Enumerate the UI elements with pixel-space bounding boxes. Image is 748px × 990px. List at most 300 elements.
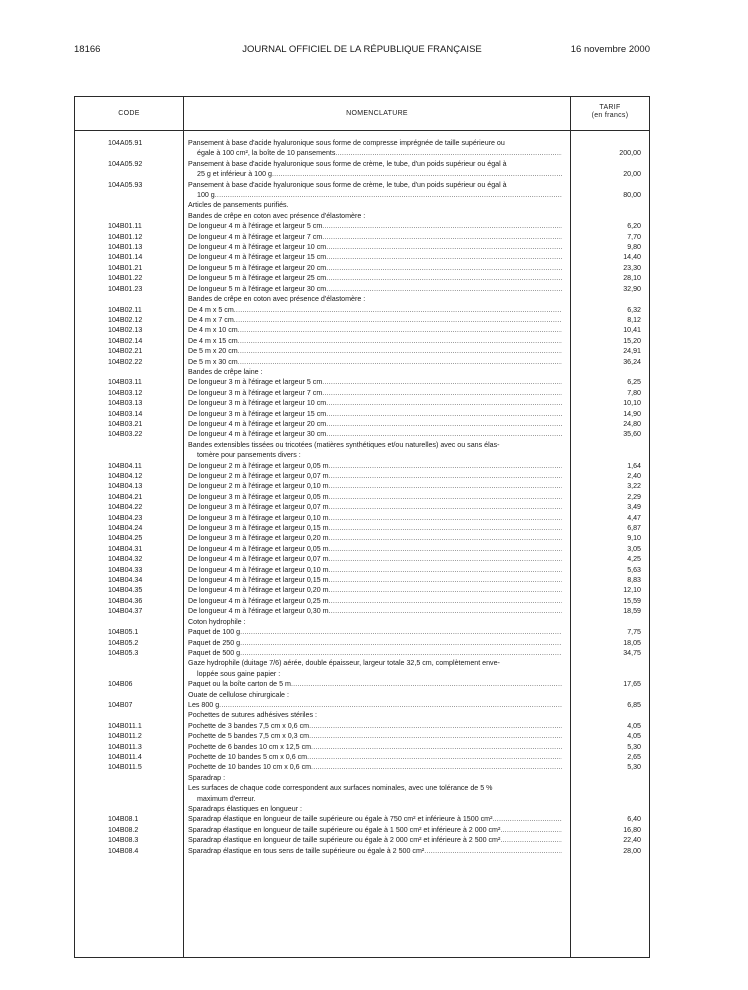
row-description-line: De longueur 4 m à l'étirage et largeur 0,05 m	[188, 544, 329, 553]
row-description	[188, 284, 562, 294]
row-code: 104B01.22	[108, 274, 143, 283]
leader-dots	[329, 606, 562, 616]
row-code: 104B04.37	[108, 607, 143, 616]
row-description-line: De longueur 4 m à l'étirage et largeur 0,07 m	[188, 555, 329, 564]
leader-dots	[238, 346, 562, 356]
row-description	[188, 377, 562, 387]
row-code: 104B011.5	[108, 763, 142, 772]
row-price: 10,10	[623, 399, 641, 408]
leader-dots	[329, 585, 562, 595]
page-header	[74, 44, 650, 58]
leader-dots	[272, 169, 562, 179]
table-row	[75, 606, 649, 616]
row-description	[188, 533, 562, 543]
leader-dots	[238, 357, 562, 367]
row-price: 23,30	[623, 263, 641, 272]
row-description	[188, 502, 562, 512]
leader-dots	[311, 742, 562, 752]
row-description-line: De longueur 4 m à l'étirage et largeur 7 cm	[188, 232, 323, 241]
row-price: 14,90	[623, 409, 641, 418]
table-row	[75, 513, 649, 523]
table-row	[75, 648, 649, 658]
row-description-line: Pochette de 3 bandes 7,5 cm x 0,6 cm	[188, 721, 310, 730]
row-description-line: De longueur 2 m à l'étirage et largeur 0,10 m	[188, 482, 329, 491]
leader-dots	[322, 221, 562, 231]
table-row	[75, 357, 649, 367]
row-description	[188, 825, 562, 835]
row-price: 7,80	[627, 388, 641, 397]
table-row	[75, 658, 649, 679]
row-description	[188, 211, 562, 221]
row-description	[188, 273, 562, 283]
row-description	[188, 835, 562, 845]
leader-dots	[329, 554, 562, 564]
column-header-code: CODE	[118, 110, 140, 117]
row-description	[188, 263, 562, 273]
row-code: 104B03.13	[108, 399, 143, 408]
row-description	[188, 325, 562, 335]
row-description-line: Pochette de 5 bandes 7,5 cm x 0,3 cm	[188, 732, 310, 741]
table-row	[75, 596, 649, 606]
row-description-line: Pansement à base d'acide hyaluronique sous forme de compresse imprégnée de taille supérieure ou	[188, 139, 505, 147]
leader-dots	[291, 679, 562, 689]
leader-dots	[234, 305, 562, 315]
table-row	[75, 679, 649, 689]
row-code: 104B01.21	[108, 263, 143, 272]
row-code: 104B02.21	[108, 347, 143, 356]
row-description	[188, 440, 562, 461]
row-description	[188, 461, 562, 471]
row-description	[188, 232, 562, 242]
row-price: 2,65	[627, 752, 641, 761]
row-code: 104B02.12	[108, 315, 143, 324]
row-code: 104A05.92	[108, 159, 143, 168]
row-description-line: De longueur 4 m à l'étirage et largeur 0,15 m	[188, 576, 329, 585]
row-price: 7,75	[627, 628, 641, 637]
table-row	[75, 533, 649, 543]
row-price: 5,30	[627, 742, 641, 751]
leader-dots	[492, 814, 562, 824]
publication-date: 16 novembre 2000	[570, 44, 650, 55]
row-code: 104B03.11	[108, 378, 142, 387]
row-code: 104B011.3	[108, 742, 142, 751]
row-code: 104B05.1	[108, 628, 139, 637]
row-description-line: Pochettes de sutures adhésives stériles :	[188, 711, 317, 720]
row-description	[188, 627, 562, 637]
row-description	[188, 242, 562, 252]
leader-dots	[322, 388, 562, 398]
row-description-line: Paquet de 250 g	[188, 638, 241, 647]
row-price: 9,10	[627, 534, 641, 543]
row-description-line: loppée sous gaine papier :	[197, 669, 281, 678]
row-code: 104B07	[108, 700, 133, 709]
row-description-line: Sparadrap élastique en longueur de taille supérieure ou égale à 1 500 cm² et inférieure à 2 000 cm²	[188, 825, 501, 834]
leader-dots	[309, 731, 562, 741]
row-code: 104B03.12	[108, 388, 143, 397]
row-description-line: Sparadrap élastique en longueur de taille supérieure ou égale à 750 cm² et inférieure à 1500 cm²	[188, 815, 493, 824]
row-description	[188, 481, 562, 491]
row-description-line: Sparadraps élastiques en longueur :	[188, 805, 302, 813]
row-description-line: Sparadrap :	[188, 773, 226, 782]
row-description	[188, 305, 562, 315]
row-code: 104B06	[108, 680, 133, 689]
row-description-line: De longueur 5 m à l'étirage et largeur 25 cm	[188, 274, 327, 283]
row-code: 104B04.12	[108, 472, 143, 480]
row-price: 22,40	[623, 836, 641, 845]
row-code: 104B04.34	[108, 576, 143, 585]
row-price: 34,75	[623, 648, 641, 657]
row-description	[188, 596, 562, 606]
row-description	[188, 690, 562, 700]
table-row	[75, 211, 649, 221]
leader-dots	[500, 825, 562, 835]
table-row	[75, 284, 649, 294]
leader-dots	[329, 565, 562, 575]
table-row	[75, 200, 649, 210]
table-row	[75, 325, 649, 335]
table-row	[75, 835, 649, 845]
row-price: 4,47	[627, 513, 641, 522]
table-row	[75, 814, 649, 824]
row-description-line: De longueur 4 m à l'étirage et largeur 0,25 m	[188, 596, 329, 605]
row-description-line: De 4 m x 10 cm	[188, 326, 238, 335]
row-code: 104B01.13	[108, 243, 143, 252]
row-price: 15,20	[623, 336, 641, 345]
table-row	[75, 481, 649, 491]
leader-dots	[240, 648, 562, 658]
row-description-line: Les 800 g	[188, 700, 220, 709]
row-price: 18,59	[623, 607, 641, 616]
row-description-line: 100 g	[197, 191, 215, 200]
table-row	[75, 710, 649, 720]
row-description-line: Paquet ou la boîte carton de 5 m	[188, 680, 291, 689]
row-code: 104B03.22	[108, 430, 143, 439]
row-price: 1,64	[627, 461, 641, 470]
row-code: 104B08.4	[108, 846, 139, 855]
table-row	[75, 585, 649, 595]
table-row	[75, 221, 649, 231]
table-row	[75, 471, 649, 481]
row-code: 104B04.23	[108, 513, 143, 522]
row-description-line: De longueur 4 m à l'étirage et largeur 5 cm	[188, 222, 323, 231]
leader-dots	[329, 513, 562, 523]
table-row	[75, 700, 649, 710]
row-price: 6,85	[627, 700, 641, 709]
leader-dots	[326, 284, 562, 294]
row-description-line: Pansement à base d'acide hyaluronique sous forme de crème, le tube, d'un poids supérieur ou égal à	[188, 159, 507, 168]
row-description	[188, 638, 562, 648]
table-row	[75, 752, 649, 762]
row-price: 3,05	[627, 544, 641, 553]
leader-dots	[238, 336, 562, 346]
row-description-line: Bandes extensibles tissées ou tricotées (matières synthétiques et/ou naturelles) avec ou sans élas-	[188, 440, 500, 449]
leader-dots	[329, 575, 562, 585]
table-row	[75, 773, 649, 783]
leader-dots	[215, 190, 562, 200]
row-description	[188, 429, 562, 439]
row-price: 28,10	[623, 274, 641, 283]
table-row	[75, 627, 649, 637]
row-code: 104B08.1	[108, 815, 139, 824]
row-description-line: Gaze hydrophile (duitage 7/6) aérée, double épaisseur, largeur totale 32,5 cm, complètement enve-	[188, 659, 500, 668]
table-row	[75, 638, 649, 648]
row-code: 104A05.93	[108, 180, 143, 189]
leader-dots	[329, 533, 562, 543]
row-price: 18,05	[623, 638, 641, 647]
row-description-line: Pochette de 6 bandes 10 cm x 12,5 cm	[188, 742, 312, 751]
row-code: 104B03.21	[108, 419, 143, 428]
table-row	[75, 492, 649, 502]
row-description	[188, 762, 562, 772]
table-row	[75, 273, 649, 283]
row-description-line: maximum d'erreur.	[197, 794, 256, 803]
row-price: 12,10	[623, 586, 641, 595]
row-description	[188, 648, 562, 658]
table-row	[75, 367, 649, 377]
tariff-table	[74, 96, 650, 958]
table-row	[75, 721, 649, 731]
row-description	[188, 783, 562, 804]
table-row	[75, 294, 649, 304]
row-description	[188, 398, 562, 408]
table-row	[75, 377, 649, 387]
row-price: 36,24	[623, 357, 641, 366]
row-description	[188, 513, 562, 523]
row-description-line: Coton hydrophile :	[188, 617, 246, 626]
leader-dots	[326, 419, 562, 429]
row-description	[188, 742, 562, 752]
leader-dots	[329, 481, 562, 491]
row-price: 7,70	[627, 232, 641, 241]
leader-dots	[329, 596, 562, 606]
row-code: 104B02.11	[108, 305, 142, 314]
row-code: 104B011.1	[108, 721, 142, 730]
row-description	[188, 679, 562, 689]
row-description-line: De longueur 3 m à l'étirage et largeur 0,05 m	[188, 492, 329, 501]
column-header-nomenclature: NOMENCLATURE	[346, 110, 408, 117]
row-code: 104B011.2	[108, 732, 142, 741]
row-description	[188, 180, 562, 201]
table-row	[75, 575, 649, 585]
row-description-line: égale à 100 cm², la boîte de 10 pansements	[197, 149, 336, 158]
row-description-line: De 4 m x 7 cm	[188, 315, 234, 324]
leader-dots	[329, 471, 562, 481]
table-row	[75, 409, 649, 419]
row-description	[188, 658, 562, 679]
row-description-line: Pochette de 10 bandes 5 cm x 0,6 cm	[188, 752, 308, 761]
row-price: 6,25	[627, 378, 641, 387]
row-price: 80,00	[623, 191, 641, 200]
row-description-line: De longueur 3 m à l'étirage et largeur 15 cm	[188, 409, 327, 418]
row-description-line: De longueur 4 m à l'étirage et largeur 20 cm	[188, 419, 327, 428]
row-description	[188, 294, 562, 304]
row-code: 104B01.14	[108, 253, 143, 262]
page-number: 18166	[74, 44, 101, 55]
row-description-line: De longueur 5 m à l'étirage et largeur 20 cm	[188, 263, 327, 272]
row-description	[188, 221, 562, 231]
leader-dots	[500, 835, 562, 845]
row-description-line: 25 g et inférieur à 100 g	[197, 170, 272, 179]
row-description	[188, 409, 562, 419]
leader-dots	[234, 315, 562, 325]
table-row	[75, 554, 649, 564]
row-description-line: Sparadrap élastique en longueur de taille supérieure ou égale à 2 000 cm² et inférieure à 2 500 cm²	[188, 836, 501, 845]
row-code: 104B04.25	[108, 534, 143, 543]
table-row	[75, 617, 649, 627]
row-code: 104B04.33	[108, 565, 143, 574]
leader-dots	[307, 752, 562, 762]
row-code: 104B05.3	[108, 648, 139, 657]
table-row	[75, 565, 649, 575]
table-row	[75, 159, 649, 180]
row-code: 104B05.2	[108, 638, 139, 647]
leader-dots	[240, 627, 562, 637]
row-description-line: De longueur 3 m à l'étirage et largeur 0,07 m	[188, 503, 329, 512]
row-price: 10,41	[623, 326, 641, 335]
table-row	[75, 398, 649, 408]
row-price: 3,49	[627, 503, 641, 512]
row-description	[188, 357, 562, 367]
row-price: 5,30	[627, 763, 641, 772]
row-description	[188, 700, 562, 710]
row-description-line: De longueur 3 m à l'étirage et largeur 10 cm	[188, 399, 327, 408]
leader-dots	[238, 325, 562, 335]
row-price: 200,00	[619, 149, 641, 158]
row-price: 4,25	[627, 555, 641, 564]
row-code: 104B03.14	[108, 409, 143, 418]
leader-dots	[326, 409, 562, 419]
row-description	[188, 419, 562, 429]
table-row	[75, 523, 649, 533]
row-description	[188, 554, 562, 564]
row-description-line: De longueur 3 m à l'étirage et largeur 0,20 m	[188, 534, 329, 543]
row-price: 2,40	[627, 472, 641, 480]
row-code: 104B04.13	[108, 482, 143, 491]
leader-dots	[424, 846, 562, 856]
leader-dots	[326, 398, 562, 408]
row-description-line: De longueur 3 m à l'étirage et largeur 0,10 m	[188, 513, 329, 522]
row-price: 6,87	[627, 524, 641, 533]
row-price: 35,60	[623, 430, 641, 439]
row-price: 6,20	[627, 222, 641, 231]
row-description	[188, 575, 562, 585]
row-code: 104B01.23	[108, 284, 143, 293]
row-code: 104B08.3	[108, 836, 139, 845]
leader-dots	[326, 263, 562, 273]
row-description-line: Sparadrap élastique en tous sens de taille supérieure ou égale à 2 500 cm²	[188, 846, 425, 855]
row-price: 8,12	[627, 315, 641, 324]
row-price: 16,80	[623, 825, 641, 834]
table-row	[75, 419, 649, 429]
row-code: 104B04.11	[108, 461, 142, 470]
leader-dots	[329, 523, 562, 533]
table-row	[75, 440, 649, 461]
row-description-line: De 4 m x 5 cm	[188, 305, 234, 314]
row-code: 104B04.21	[108, 492, 143, 501]
row-description-line: Articles de pansements purifiés.	[188, 201, 289, 210]
table-row	[75, 315, 649, 325]
table-row	[75, 461, 649, 471]
row-description-line: De longueur 4 m à l'étirage et largeur 0,10 m	[188, 565, 329, 574]
row-code: 104B011.4	[108, 752, 142, 761]
row-code: 104B04.35	[108, 586, 143, 595]
row-description-line: De longueur 4 m à l'étirage et largeur 30 cm	[188, 430, 327, 439]
row-description	[188, 814, 562, 824]
row-description-line: De longueur 4 m à l'étirage et largeur 15 cm	[188, 253, 327, 262]
table-body	[75, 138, 649, 856]
table-row	[75, 388, 649, 398]
leader-dots	[329, 492, 562, 502]
table-row	[75, 263, 649, 273]
row-code: 104B02.13	[108, 326, 143, 335]
row-code: 104B02.22	[108, 357, 143, 366]
row-price: 3,22	[627, 482, 641, 491]
leader-dots	[326, 242, 562, 252]
row-description	[188, 752, 562, 762]
row-description-line: De longueur 4 m à l'étirage et largeur 0,30 m	[188, 607, 329, 616]
row-code: 104B04.22	[108, 503, 143, 512]
row-description-line: De 5 m x 20 cm	[188, 347, 238, 356]
row-description	[188, 471, 562, 481]
row-description	[188, 200, 562, 210]
column-header-tarif-unit: (en francs)	[591, 112, 629, 119]
row-code: 104B04.32	[108, 555, 143, 564]
row-description-line: De longueur 2 m à l'étirage et largeur 0,05 m	[188, 461, 329, 470]
row-description	[188, 544, 562, 554]
row-price: 14,40	[623, 253, 641, 262]
table-row	[75, 846, 649, 856]
row-price: 6,40	[627, 815, 641, 824]
table-row	[75, 825, 649, 835]
row-description-line: Bandes de crêpe en coton avec présence d'élastomère :	[188, 295, 366, 304]
row-price: 15,59	[623, 596, 641, 605]
row-description-line: Paquet de 100 g	[188, 628, 241, 637]
row-price: 32,90	[623, 284, 641, 293]
row-description	[188, 138, 562, 159]
row-description-line: Bandes de crêpe laine :	[188, 367, 263, 376]
table-row	[75, 346, 649, 356]
leader-dots	[311, 762, 562, 772]
row-description	[188, 773, 562, 783]
row-description	[188, 731, 562, 741]
table-row	[75, 252, 649, 262]
row-description	[188, 606, 562, 616]
row-description	[188, 617, 562, 627]
row-description-line: De longueur 3 m à l'étirage et largeur 0,15 m	[188, 524, 329, 533]
leader-dots	[326, 252, 562, 262]
row-description-line: De 5 m x 30 cm	[188, 357, 238, 366]
row-code: 104B04.24	[108, 524, 143, 533]
row-code: 104A05.91	[108, 139, 143, 147]
row-description	[188, 710, 562, 720]
row-code: 104B08.2	[108, 825, 139, 834]
row-description	[188, 523, 562, 533]
column-header-tarif-label: TARIF	[599, 104, 621, 111]
leader-dots	[329, 544, 562, 554]
row-price: 9,80	[627, 243, 641, 252]
row-description-line: tomère pour pansements divers :	[197, 451, 301, 460]
table-row	[75, 731, 649, 741]
row-description-line: De longueur 2 m à l'étirage et largeur 0,07 m	[188, 472, 329, 480]
row-description-line: Ouate de cellulose chirurgicale :	[188, 690, 289, 699]
row-description-line: Paquet de 500 g	[188, 648, 241, 657]
row-price: 24,91	[623, 347, 641, 356]
leader-dots	[329, 502, 562, 512]
row-description	[188, 315, 562, 325]
row-price: 17,65	[623, 680, 641, 689]
row-description	[188, 346, 562, 356]
row-description	[188, 585, 562, 595]
